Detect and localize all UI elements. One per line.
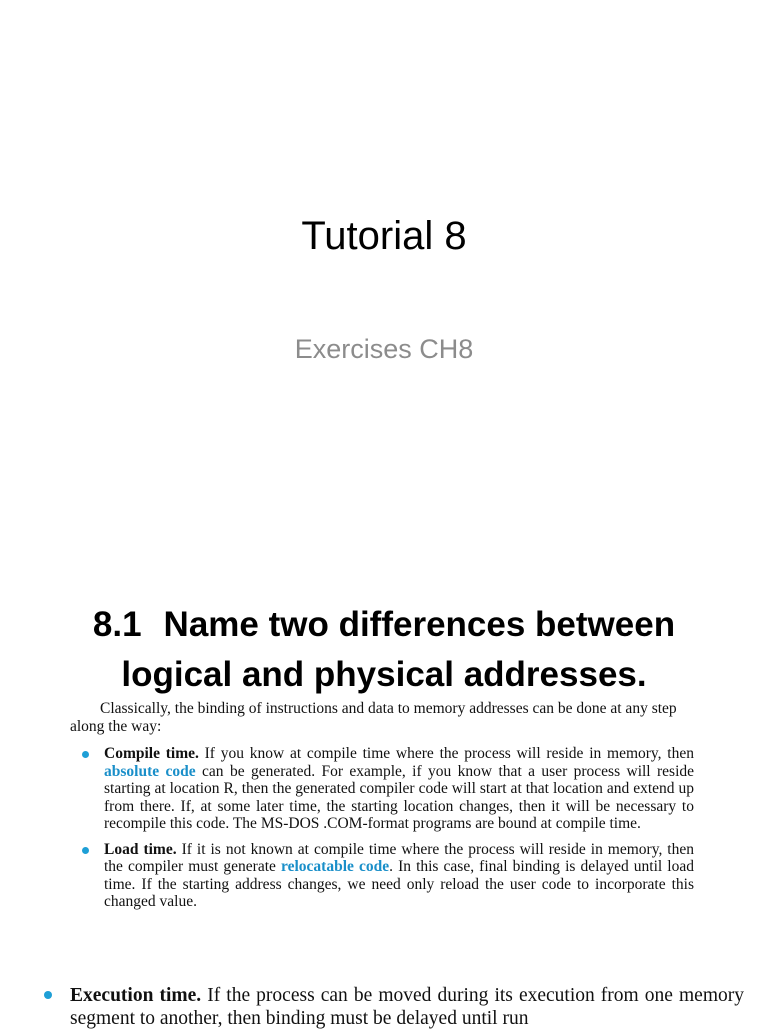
highlight-relocatable-code: relocatable code	[281, 858, 390, 875]
compile-time-text-cont: can be generated. For example, if you know that a user process will reside starting at location R, then the generated compiler code will start at that location and extend up from there. If, at some later time, the starting location changes, then it will be necessary to recompile this code. The MS-DOS .COM-format programs are bound at compile time.	[104, 762, 695, 832]
textbook-excerpt	[62, 700, 742, 919]
load-time-text: If it is not known at compile time where the process will reside in memory, then the compiler must generate	[104, 840, 694, 875]
bullet-dot-icon	[82, 847, 89, 854]
bullet-dot-icon	[82, 751, 89, 758]
execution-time-text: If the process can be moved during its execution from one memory segment to another, then binding must be delayed until run	[70, 985, 744, 1029]
highlight-absolute-code: absolute code	[104, 762, 196, 780]
slide-title: Tutorial 8	[301, 214, 467, 258]
list-item-load-time	[62, 841, 694, 911]
binding-list	[62, 745, 742, 911]
term-compile-time: Compile time.	[104, 745, 199, 762]
load-time-text-cont: . In this case, final binding is delayed until load time. If the starting address changes, we need only reload the user code to incorporate this changed value.	[104, 858, 694, 910]
list-item-compile-time	[62, 745, 694, 833]
slide-subtitle: Exercises CH8	[294, 334, 474, 364]
excerpt-intro: Classically, the binding of instructions and data to memory addresses can be done at any step along the way:	[70, 700, 677, 735]
question-text: Name two differences between logical and physical addresses.	[121, 605, 676, 694]
question-heading	[40, 600, 728, 700]
question-number: 8.1	[92, 605, 142, 644]
execution-time-item	[44, 984, 744, 1030]
bullet-dot-icon	[44, 991, 52, 999]
term-load-time: Load time.	[104, 840, 177, 858]
compile-time-text: If you know at compile time where the process will reside in memory, then	[198, 745, 694, 762]
term-execution-time: Execution time.	[70, 985, 202, 1006]
